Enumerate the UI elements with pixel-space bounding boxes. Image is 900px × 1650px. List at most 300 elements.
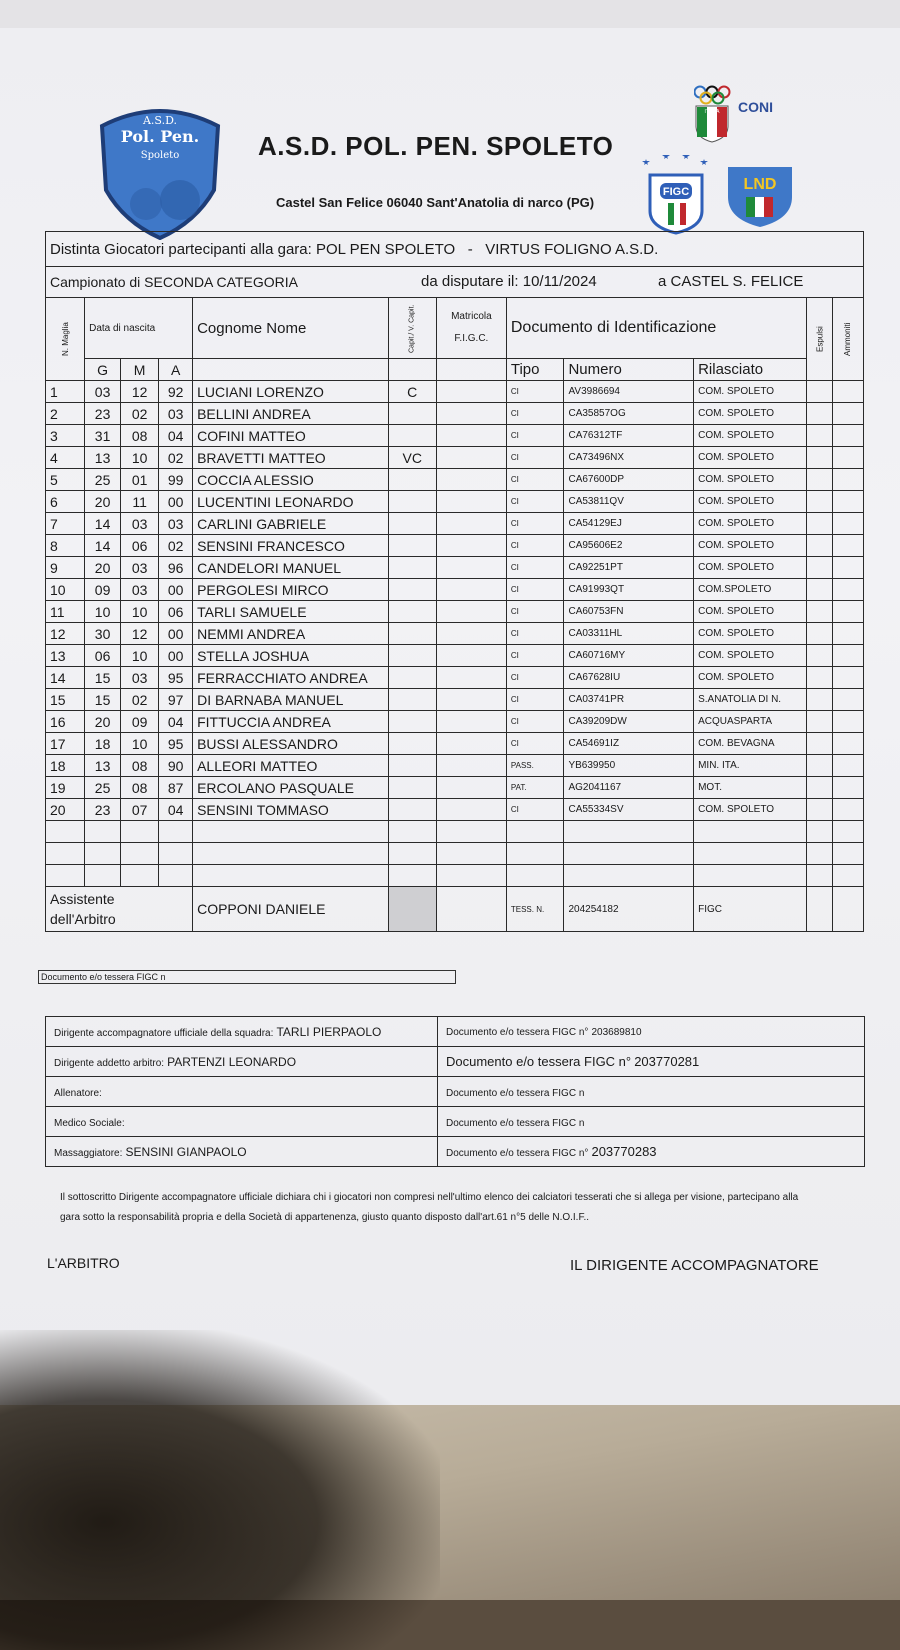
- staff-document-cell: [438, 1047, 865, 1077]
- distinta-label: Distinta Giocatori partecipanti alla gara:: [50, 240, 312, 258]
- captain-mark: [388, 645, 436, 667]
- empty-sub-cell: [436, 359, 506, 381]
- staff-document-cell: [438, 1137, 865, 1167]
- document-issuer: COM. SPOLETO: [694, 403, 807, 425]
- birth-year: 04: [159, 425, 193, 447]
- birth-day: 25: [85, 469, 121, 491]
- lnd-logo: [726, 163, 794, 229]
- birth-day: 23: [85, 403, 121, 425]
- shirt-number: 12: [46, 623, 85, 645]
- player-row: [46, 645, 864, 667]
- document-number: CA67600DP: [564, 469, 694, 491]
- svg-text:ITALIA: ITALIA: [704, 109, 720, 115]
- player-row: [46, 623, 864, 645]
- empty-cell: [46, 865, 85, 887]
- warned-cell: [832, 777, 863, 799]
- document-number: CA60753FN: [564, 601, 694, 623]
- staff-document-label: Documento e/o tessera FIGC n: [446, 1088, 585, 1099]
- captain-mark: [388, 579, 436, 601]
- shirt-number: 13: [46, 645, 85, 667]
- birth-day: 03: [85, 381, 121, 403]
- assistant-warned-cell: [832, 887, 863, 932]
- warned-cell: [832, 447, 863, 469]
- document-number: CA73496NX: [564, 447, 694, 469]
- sub-header-row: [46, 359, 864, 381]
- player-name: LUCIANI LORENZO: [193, 381, 388, 403]
- shirt-number: 20: [46, 799, 85, 821]
- player-name: ALLEORI MATTEO: [193, 755, 388, 777]
- declaration-text: [60, 1188, 860, 1228]
- birth-month: 08: [121, 755, 159, 777]
- assistant-captain-cell: [388, 887, 436, 932]
- document-number: CA60716MY: [564, 645, 694, 667]
- document-number: CA54129EJ: [564, 513, 694, 535]
- birth-day: 13: [85, 755, 121, 777]
- staff-role-cell: [46, 1077, 438, 1107]
- document-issuer: ACQUASPARTA: [694, 711, 807, 733]
- expelled-cell: [807, 799, 833, 821]
- birth-month: 02: [121, 689, 159, 711]
- player-row: [46, 535, 864, 557]
- empty-cell: [506, 821, 564, 843]
- document-header: Documento di Identificazione: [506, 298, 806, 359]
- shirt-number-header: N. Maglia: [46, 298, 85, 381]
- document-type: CI: [506, 425, 564, 447]
- match-venue: a CASTEL S. FELICE: [658, 273, 804, 290]
- empty-cell: [193, 821, 388, 843]
- shirt-number: 9: [46, 557, 85, 579]
- document-type: CI: [506, 513, 564, 535]
- document-number: AG2041167: [564, 777, 694, 799]
- staff-document-cell: [438, 1077, 865, 1107]
- player-name: CANDELORI MANUEL: [193, 557, 388, 579]
- player-name: CARLINI GABRIELE: [193, 513, 388, 535]
- warned-cell: [832, 381, 863, 403]
- birth-month: 03: [121, 667, 159, 689]
- birth-year: 00: [159, 623, 193, 645]
- document-issuer: S.ANATOLIA DI N.: [694, 689, 807, 711]
- player-row: [46, 711, 864, 733]
- birth-day: 20: [85, 711, 121, 733]
- warned-cell: [832, 601, 863, 623]
- captain-mark: [388, 469, 436, 491]
- empty-cell: [694, 821, 807, 843]
- player-row: [46, 755, 864, 777]
- shirt-number: 5: [46, 469, 85, 491]
- document-number: CA53811QV: [564, 491, 694, 513]
- birth-day: 25: [85, 777, 121, 799]
- birth-month: 10: [121, 645, 159, 667]
- captain-mark: [388, 513, 436, 535]
- month-header: M: [121, 359, 159, 381]
- warned-cell: [832, 579, 863, 601]
- player-row: [46, 799, 864, 821]
- match-row: [46, 232, 864, 267]
- empty-player-row: [46, 865, 864, 887]
- expelled-cell: [807, 689, 833, 711]
- player-row: [46, 425, 864, 447]
- document-number: AV3986694: [564, 381, 694, 403]
- birth-month: 03: [121, 513, 159, 535]
- document-type: CI: [506, 579, 564, 601]
- matricola-cell: [436, 403, 506, 425]
- player-name: NEMMI ANDREA: [193, 623, 388, 645]
- expelled-cell: [807, 469, 833, 491]
- captain-mark: [388, 623, 436, 645]
- captain-mark: [388, 799, 436, 821]
- captain-mark: [388, 403, 436, 425]
- birth-year: 92: [159, 381, 193, 403]
- staff-role-cell: [46, 1137, 438, 1167]
- staff-role: Allenatore:: [54, 1087, 102, 1099]
- captain-mark: [388, 755, 436, 777]
- warned-cell: [832, 689, 863, 711]
- teams-separator: -: [467, 240, 473, 258]
- document-issuer: COM. SPOLETO: [694, 447, 807, 469]
- staff-row: [46, 1107, 865, 1137]
- expelled-cell: [807, 601, 833, 623]
- staff-row: [46, 1137, 865, 1167]
- birth-year: 95: [159, 667, 193, 689]
- document-type: CI: [506, 491, 564, 513]
- birth-day: 06: [85, 645, 121, 667]
- warned-cell: [832, 469, 863, 491]
- day-header: G: [85, 359, 121, 381]
- svg-text:Spoleto: Spoleto: [140, 150, 180, 161]
- shirt-number: 3: [46, 425, 85, 447]
- rilasciato-header: Rilasciato: [694, 359, 807, 381]
- birth-month: 02: [121, 403, 159, 425]
- birth-day: 15: [85, 667, 121, 689]
- player-row: [46, 733, 864, 755]
- document-issuer: COM. SPOLETO: [694, 425, 807, 447]
- birth-day: 31: [85, 425, 121, 447]
- staff-name: TARLI PIERPAOLO: [276, 1024, 382, 1039]
- assistant-document-note: Documento e/o tessera FIGC n: [38, 970, 456, 984]
- birth-year: 04: [159, 711, 193, 733]
- document-type: CI: [506, 469, 564, 491]
- birth-year: 96: [159, 557, 193, 579]
- document-issuer: MOT.: [694, 777, 807, 799]
- document-type: CI: [506, 645, 564, 667]
- empty-cell: [506, 865, 564, 887]
- svg-text:FIGC: FIGC: [662, 186, 690, 198]
- matricola-header: [436, 298, 506, 359]
- staff-document-label: Documento e/o tessera FIGC n°: [446, 1148, 589, 1159]
- empty-cell: [159, 821, 193, 843]
- birth-day: 30: [85, 623, 121, 645]
- empty-cell: [121, 821, 159, 843]
- birth-year: 02: [159, 447, 193, 469]
- staff-document-number: 203770281: [634, 1054, 700, 1069]
- matricola-cell: [436, 447, 506, 469]
- expelled-cell: [807, 755, 833, 777]
- staff-role: Massaggiatore:: [54, 1147, 123, 1159]
- player-name: TARLI SAMUELE: [193, 601, 388, 623]
- empty-cell: [46, 821, 85, 843]
- expelled-cell: [807, 425, 833, 447]
- empty-cell: [85, 821, 121, 843]
- matricola-cell: [436, 777, 506, 799]
- document-type: PAT.: [506, 777, 564, 799]
- expelled-cell: [807, 447, 833, 469]
- home-team: POL PEN SPOLETO: [315, 240, 456, 258]
- empty-cell: [121, 843, 159, 865]
- staff-name: PARTENZI LEONARDO: [167, 1054, 297, 1069]
- matricola-cell: [436, 711, 506, 733]
- empty-cell: [694, 843, 807, 865]
- document-number: CA54691IZ: [564, 733, 694, 755]
- empty-cell: [436, 843, 506, 865]
- warned-cell: [832, 403, 863, 425]
- birth-year: 90: [159, 755, 193, 777]
- document-issuer: COM. BEVAGNA: [694, 733, 807, 755]
- empty-cell: [388, 843, 436, 865]
- championship-label: Campionato di SECONDA CATEGORIA: [50, 274, 298, 290]
- player-name: BUSSI ALESSANDRO: [193, 733, 388, 755]
- warned-cell: [832, 711, 863, 733]
- document-type: CI: [506, 733, 564, 755]
- player-row: [46, 557, 864, 579]
- document-type: CI: [506, 689, 564, 711]
- staff-name: SENSINI GIANPAOLO: [125, 1144, 247, 1159]
- birth-month: 10: [121, 601, 159, 623]
- birth-month: 12: [121, 623, 159, 645]
- warned-cell: [832, 755, 863, 777]
- coni-logo: [694, 82, 794, 144]
- captain-mark: [388, 601, 436, 623]
- warned-cell: [832, 425, 863, 447]
- shirt-number: 4: [46, 447, 85, 469]
- staff-row: [46, 1077, 865, 1107]
- staff-role: Medico Sociale:: [54, 1117, 125, 1129]
- warned-cell: [832, 491, 863, 513]
- document-number: CA35857OG: [564, 403, 694, 425]
- shirt-number: 8: [46, 535, 85, 557]
- player-name: BELLINI ANDREA: [193, 403, 388, 425]
- shirt-number: 17: [46, 733, 85, 755]
- staff-table: [45, 1016, 865, 1167]
- championship-row: [46, 267, 864, 298]
- empty-cell: [832, 821, 863, 843]
- document-number: CA39209DW: [564, 711, 694, 733]
- matricola-cell: [436, 733, 506, 755]
- player-row: [46, 689, 864, 711]
- matricola-cell: [436, 381, 506, 403]
- assistant-issuer: FIGC: [694, 887, 807, 932]
- warned-cell: [832, 557, 863, 579]
- warned-header: Ammoniti: [832, 298, 863, 381]
- assistant-name: COPPONI DANIELE: [193, 887, 388, 932]
- player-name: LUCENTINI LEONARDO: [193, 491, 388, 513]
- empty-cell: [159, 865, 193, 887]
- empty-cell: [807, 865, 833, 887]
- birth-month: 10: [121, 733, 159, 755]
- name-header: Cognome Nome: [193, 298, 388, 359]
- shirt-number: 16: [46, 711, 85, 733]
- matricola-cell: [436, 557, 506, 579]
- shirt-number: 14: [46, 667, 85, 689]
- document-issuer: COM. SPOLETO: [694, 667, 807, 689]
- captain-mark: [388, 557, 436, 579]
- birth-month: 12: [121, 381, 159, 403]
- document-number: CA67628IU: [564, 667, 694, 689]
- hand-shadow: [0, 1330, 440, 1650]
- player-row: [46, 667, 864, 689]
- player-name: STELLA JOSHUA: [193, 645, 388, 667]
- player-roster-table: [45, 231, 864, 932]
- empty-cell: [388, 821, 436, 843]
- staff-role: Dirigente accompagnatore ufficiale della squadra:: [54, 1027, 274, 1039]
- birth-day: 18: [85, 733, 121, 755]
- column-header-row: [46, 298, 864, 359]
- empty-sub-cell: [193, 359, 388, 381]
- warned-cell: [832, 667, 863, 689]
- matricola-cell: [436, 755, 506, 777]
- expelled-cell: [807, 557, 833, 579]
- birth-year: 06: [159, 601, 193, 623]
- warned-cell: [832, 535, 863, 557]
- matricola-cell: [436, 579, 506, 601]
- empty-player-row: [46, 843, 864, 865]
- assistant-label: [46, 887, 193, 932]
- staff-document-cell: [438, 1017, 865, 1047]
- document-issuer: MIN. ITA.: [694, 755, 807, 777]
- document-number: CA95606E2: [564, 535, 694, 557]
- shirt-number: 11: [46, 601, 85, 623]
- club-crest-logo: [96, 100, 224, 240]
- player-name: FITTUCCIA ANDREA: [193, 711, 388, 733]
- director-signature-label: IL DIRIGENTE ACCOMPAGNATORE: [570, 1257, 819, 1274]
- player-name: COCCIA ALESSIO: [193, 469, 388, 491]
- staff-role-cell: [46, 1047, 438, 1077]
- captain-mark: [388, 491, 436, 513]
- birth-year: 00: [159, 491, 193, 513]
- matricola-cell: [436, 799, 506, 821]
- document-type: CI: [506, 557, 564, 579]
- empty-cell: [159, 843, 193, 865]
- birth-day: 14: [85, 513, 121, 535]
- birth-day: 20: [85, 557, 121, 579]
- birth-day: 10: [85, 601, 121, 623]
- svg-text:LND: LND: [743, 176, 777, 193]
- birth-month: 09: [121, 711, 159, 733]
- matricola-cell: [436, 623, 506, 645]
- birth-day: 13: [85, 447, 121, 469]
- staff-role: Dirigente addetto arbitro:: [54, 1057, 165, 1069]
- document-issuer: COM. SPOLETO: [694, 491, 807, 513]
- staff-document-label: Documento e/o tessera FIGC n°: [446, 1026, 589, 1038]
- matricola-cell: [436, 535, 506, 557]
- birth-month: 08: [121, 777, 159, 799]
- document-issuer: COM. SPOLETO: [694, 799, 807, 821]
- document-number: CA55334SV: [564, 799, 694, 821]
- document-type: CI: [506, 799, 564, 821]
- svg-text:CONI: CONI: [738, 99, 773, 115]
- birth-year: 00: [159, 579, 193, 601]
- expelled-cell: [807, 381, 833, 403]
- club-address: Castel San Felice 06040 Sant'Anatolia di narco (PG): [276, 195, 595, 210]
- expelled-cell: [807, 579, 833, 601]
- player-row: [46, 601, 864, 623]
- captain-mark: VC: [388, 447, 436, 469]
- document-issuer: COM. SPOLETO: [694, 601, 807, 623]
- document-type: CI: [506, 601, 564, 623]
- staff-document-label: Documento e/o tessera FIGC n°: [446, 1054, 632, 1069]
- empty-cell: [832, 865, 863, 887]
- player-row: [46, 469, 864, 491]
- shirt-number: 2: [46, 403, 85, 425]
- document-type: PASS.: [506, 755, 564, 777]
- birth-year: 00: [159, 645, 193, 667]
- matricola-cell: [436, 645, 506, 667]
- empty-cell: [832, 843, 863, 865]
- birth-year: 03: [159, 513, 193, 535]
- year-header: A: [159, 359, 193, 381]
- match-date: da disputare il: 10/11/2024: [421, 273, 597, 290]
- expelled-cell: [807, 403, 833, 425]
- tipo-header: Tipo: [506, 359, 564, 381]
- paper-top-edge: [0, 0, 900, 28]
- player-row: [46, 513, 864, 535]
- captain-mark: [388, 535, 436, 557]
- staff-document-label: Documento e/o tessera FIGC n: [446, 1118, 585, 1129]
- expelled-cell: [807, 623, 833, 645]
- birth-month: 08: [121, 425, 159, 447]
- document-type: CI: [506, 711, 564, 733]
- player-row: [46, 381, 864, 403]
- svg-text:Pol. Pen.: Pol. Pen.: [120, 127, 200, 146]
- birth-day: 20: [85, 491, 121, 513]
- empty-cell: [564, 821, 694, 843]
- document-type: CI: [506, 535, 564, 557]
- referee-signature-label: L'ARBITRO: [47, 1255, 120, 1271]
- championship-cell: [46, 267, 864, 298]
- matricola-cell: [436, 601, 506, 623]
- empty-cell: [564, 865, 694, 887]
- player-row: [46, 777, 864, 799]
- empty-cell: [121, 865, 159, 887]
- empty-cell: [193, 843, 388, 865]
- assistant-matricola-cell: [436, 887, 506, 932]
- document-issuer: COM. SPOLETO: [694, 381, 807, 403]
- birth-month: 01: [121, 469, 159, 491]
- birth-month: 07: [121, 799, 159, 821]
- staff-row: [46, 1017, 865, 1047]
- player-row: [46, 579, 864, 601]
- staff-row: [46, 1047, 865, 1077]
- expelled-cell: [807, 777, 833, 799]
- birth-year: 87: [159, 777, 193, 799]
- document-number: YB639950: [564, 755, 694, 777]
- staff-role-cell: [46, 1107, 438, 1137]
- captain-mark: [388, 667, 436, 689]
- shirt-number: 19: [46, 777, 85, 799]
- captain-mark: [388, 777, 436, 799]
- club-title: A.S.D. POL. PEN. SPOLETO: [258, 131, 614, 161]
- birth-day: 23: [85, 799, 121, 821]
- shirt-number: 10: [46, 579, 85, 601]
- birth-month: 03: [121, 579, 159, 601]
- matricola-cell: [436, 689, 506, 711]
- empty-player-row: [46, 821, 864, 843]
- birth-year: 04: [159, 799, 193, 821]
- document-issuer: COM. SPOLETO: [694, 513, 807, 535]
- birth-month: 11: [121, 491, 159, 513]
- player-row: [46, 447, 864, 469]
- empty-cell: [807, 843, 833, 865]
- document-type: CI: [506, 447, 564, 469]
